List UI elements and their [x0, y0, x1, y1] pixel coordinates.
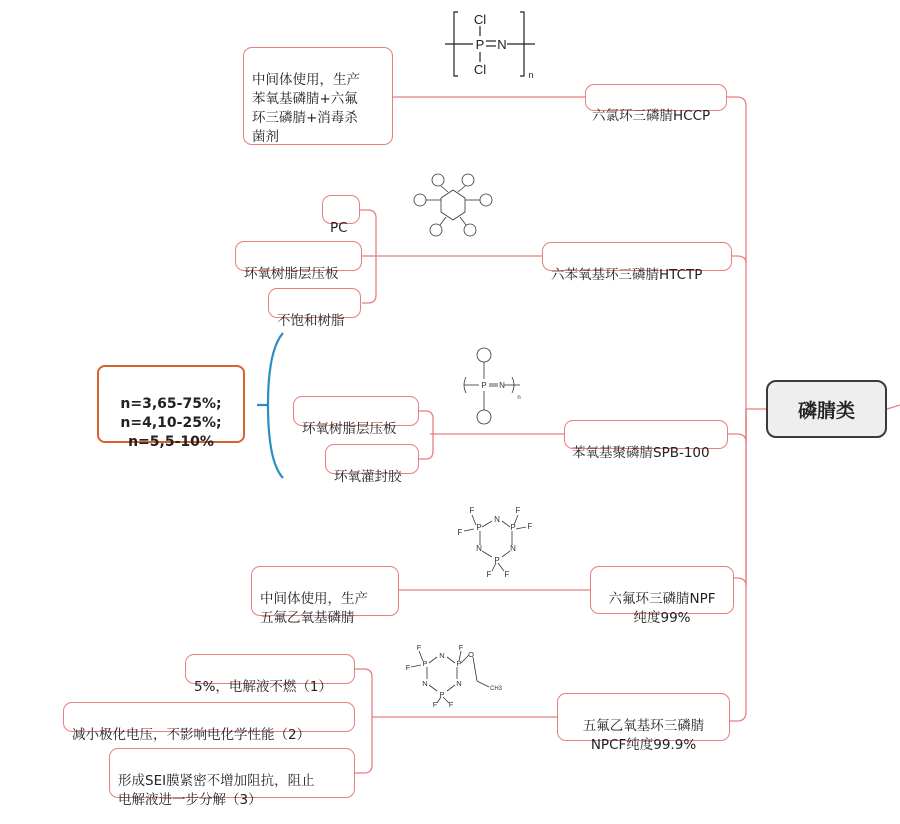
- npcf-atom-ch3: CH3: [489, 686, 503, 692]
- hccp-atom-p: P: [475, 37, 485, 52]
- npf-use-label: 中间体使用，生产 五氟乙氧基磷腈: [260, 591, 368, 626]
- npf-atom-f5: F: [486, 570, 492, 577]
- npf-atom-f3: F: [515, 506, 521, 515]
- npcf-atom-n3: N: [456, 679, 462, 688]
- htctp-use-resin-node[interactable]: [268, 288, 361, 329]
- npcf-atom-f4: F: [432, 700, 438, 707]
- npf-atom-p2: P: [510, 523, 516, 532]
- npf-atom-f6: F: [504, 570, 510, 577]
- npcf-structure-image: [405, 645, 505, 707]
- htctp-use-laminate-label: 环氧树脂层压板: [244, 266, 339, 282]
- npcf-use-2-label: 减小极化电压，不影响电化学性能（2）: [72, 727, 311, 743]
- npf-use-node[interactable]: [251, 566, 399, 626]
- npcf-use-1-node[interactable]: [185, 654, 355, 695]
- htctp-use-resin-label: 不饱和树脂: [277, 313, 345, 329]
- root-label: 磷腈类: [797, 399, 855, 422]
- root-node[interactable]: [766, 380, 887, 438]
- branch-htctp-node[interactable]: [542, 242, 732, 283]
- npcf-atom-p2: P: [456, 659, 462, 668]
- branch-htctp-label: 六苯氧基环三磷腈HTCTP: [551, 267, 703, 283]
- hccp-subscript: n: [528, 70, 534, 80]
- npcf-use-2-node[interactable]: [63, 702, 355, 743]
- branch-npf-label: 六氟环三磷腈NPF 纯度99%: [608, 591, 716, 626]
- branch-npcf-node[interactable]: [557, 693, 730, 753]
- branch-spb100-label: 苯氧基聚磷腈SPB-100: [572, 445, 710, 461]
- npcf-atom-p3: P: [439, 690, 445, 699]
- spb100-structure-image: [458, 345, 528, 429]
- npcf-atom-f1: F: [416, 645, 422, 652]
- branch-spb100-node[interactable]: [564, 420, 728, 461]
- note-box[interactable]: [97, 365, 245, 450]
- hccp-atom-n: N: [497, 37, 507, 52]
- htctp-use-pc-label: PC: [330, 220, 348, 236]
- npcf-atom-f3: F: [458, 645, 464, 652]
- branch-npcf-label: 五氟乙氧基环三磷腈 NPCF纯度99.9%: [582, 718, 705, 753]
- spb100-subscript: n: [517, 395, 521, 401]
- note-label: n=3,65-75%; n=4,10-25%; n=5,5-10%: [120, 396, 222, 450]
- hccp-use-label: 中间体使用，生产 苯氧基磷腈+六氟 环三磷腈+消毒杀 菌剂: [252, 72, 360, 145]
- npcf-atom-f5: F: [448, 700, 454, 707]
- npf-atom-n3: N: [510, 544, 516, 553]
- hccp-atom-cl-top: Cl: [473, 12, 487, 27]
- npf-atom-f4: F: [527, 522, 533, 531]
- npcf-atom-f2: F: [405, 663, 411, 672]
- branch-npf-node[interactable]: [590, 566, 734, 626]
- spb100-use-laminate-node[interactable]: [293, 396, 419, 437]
- npf-atom-n2: N: [476, 544, 482, 553]
- htctp-use-laminate-node[interactable]: [235, 241, 362, 282]
- branch-hccp-label: 六氯环三磷腈HCCP: [592, 108, 711, 124]
- npf-atom-p3: P: [494, 556, 500, 565]
- hccp-atom-cl-bottom: Cl: [473, 62, 487, 77]
- spb100-use-laminate-label: 环氧树脂层压板: [302, 421, 397, 437]
- spb100-use-potting-node[interactable]: [325, 444, 419, 485]
- npcf-use-1-label: 5%，电解液不燃（1）: [194, 679, 333, 695]
- bracket-brace: [257, 333, 283, 478]
- htctp-use-pc-node[interactable]: [322, 195, 360, 236]
- htctp-structure-image: [408, 170, 498, 242]
- spb100-atom-p: P: [481, 381, 487, 390]
- hccp-structure-image: [440, 8, 540, 80]
- hccp-use-node[interactable]: [243, 47, 393, 145]
- npf-structure-image: [452, 505, 542, 577]
- npf-atom-f1: F: [469, 506, 475, 515]
- npf-atom-n1: N: [494, 515, 500, 524]
- npf-atom-p1: P: [476, 523, 482, 532]
- npcf-atom-n2: N: [422, 679, 428, 688]
- branch-hccp-node[interactable]: [585, 84, 727, 124]
- spb100-atom-n: N: [499, 381, 505, 390]
- npcf-atom-p1: P: [422, 659, 428, 668]
- npcf-use-3-label: 形成SEI膜紧密不增加阻抗，阻止 电解液进一步分解（3）: [118, 773, 315, 808]
- npcf-use-3-node[interactable]: [109, 748, 355, 808]
- npcf-atom-o: O: [468, 650, 474, 659]
- npcf-atom-n1: N: [439, 651, 445, 660]
- npf-atom-f2: F: [457, 528, 463, 537]
- spb100-use-potting-label: 环氧灌封胶: [334, 469, 402, 485]
